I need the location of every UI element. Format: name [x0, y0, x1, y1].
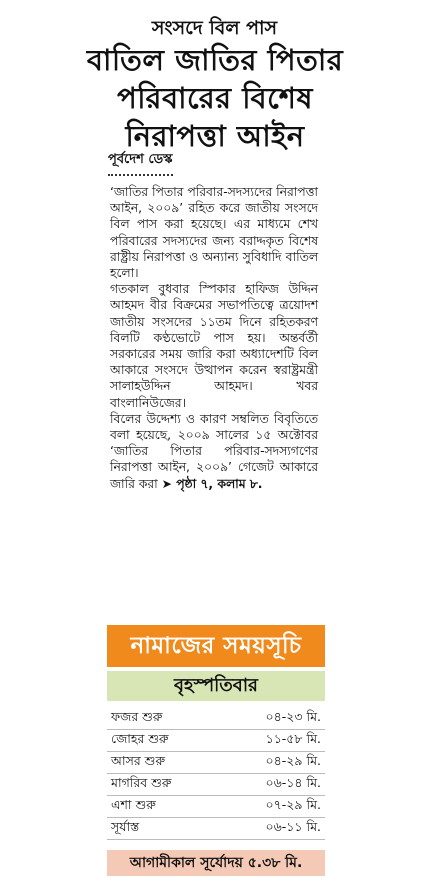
- table-row: [107, 752, 325, 774]
- continuation-link[interactable]: ➤ পৃষ্ঠা ৭, কলাম ৮.: [161, 476, 263, 491]
- headline-line-1: বাতিল জাতির পিতার: [86, 43, 344, 77]
- prayer-name: এশা শুরু: [107, 796, 220, 818]
- headline-line-2: পরিবারের বিশেষ: [117, 81, 313, 115]
- prayer-schedule-title: নামাজের সময়সূচি: [107, 625, 325, 667]
- byline: পূর্বদেশ ডেস্ক: [108, 150, 173, 176]
- table-row: [107, 796, 325, 818]
- prayer-name: সূর্যাস্ত: [107, 818, 220, 840]
- prayer-time: ০৭-২৯ মি.: [220, 796, 325, 818]
- prayer-time: ০৪-২৩ মি.: [220, 708, 325, 730]
- sunrise-banner: আগামীকাল সূর্যোদয় ৫.৩৮ মি.: [107, 850, 325, 876]
- headline-line-3: নিরাপত্তা আইন: [125, 119, 305, 153]
- table-row: [107, 818, 325, 840]
- prayer-day: বৃহস্পতিবার: [107, 671, 325, 701]
- prayer-name: ফজর শুরু: [107, 708, 220, 730]
- article-body: [110, 184, 318, 492]
- prayer-time: ১১-৫৮ মি.: [220, 730, 325, 752]
- kicker: সংসদে বিল পাস: [151, 17, 278, 39]
- prayer-time: ০৬-১৪ মি.: [220, 774, 325, 796]
- paragraph-2: গতকাল বুধবার স্পিকার হাফিজ উদ্দিন আহমদ বীর বিক্রমের সভাপতিত্বে ত্রয়োদশ জাতীয় সংসদের ১১তম দিনে রহিতকরণ বিলটি কণ্ঠভোটে পাস হয়। অন্তর্বর্তী সরকারের সময় জারি করা অধ্যাদেশটি বিল আকারে সংসদে উত্থাপন করেন স্বরাষ্ট্রমন্ত্রী সালাহউদ্দিন আহমদ। খবর বাংলানিউজের।: [110, 282, 318, 410]
- paragraph-3-text: বিলের উদ্দেশ্য ও কারণ সম্বলিত বিবৃতিতে বলা হয়েছে, ২০০৯ সালের ১৫ অক্টোবর ‘জাতির পিতার পরিবার-সদস্যগণের নিরাপত্তা আইন, ২০০৯’ গেজেট আকারে জারি করা: [110, 411, 318, 491]
- table-row: [107, 730, 325, 752]
- prayer-name: মাগরিব শুরু: [107, 774, 220, 796]
- prayer-time: ০৪-২৯ মি.: [220, 752, 325, 774]
- prayer-times-table: [107, 708, 325, 840]
- prayer-time: ০৬-১১ মি.: [220, 818, 325, 840]
- paragraph-1: ‘জাতির পিতার পরিবার-সদস্যদের নিরাপত্তা আইন, ২০০৯’ রহিত করে জাতীয় সংসদে বিল পাস করা হয়েছে। এর মাধ্যমে শেখ পরিবারের সদস্যদের জন্য বরাদ্দকৃত বিশেষ রাষ্ট্রীয় নিরাপত্তা ও অন্যান্য সুবিধাদি বাতিল হলো।: [110, 185, 318, 281]
- prayer-name: আসর শুরু: [107, 752, 220, 774]
- table-row: [107, 774, 325, 796]
- paragraph-3: [110, 411, 318, 492]
- table-row: [107, 708, 325, 730]
- prayer-name: জোহর শুরু: [107, 730, 220, 752]
